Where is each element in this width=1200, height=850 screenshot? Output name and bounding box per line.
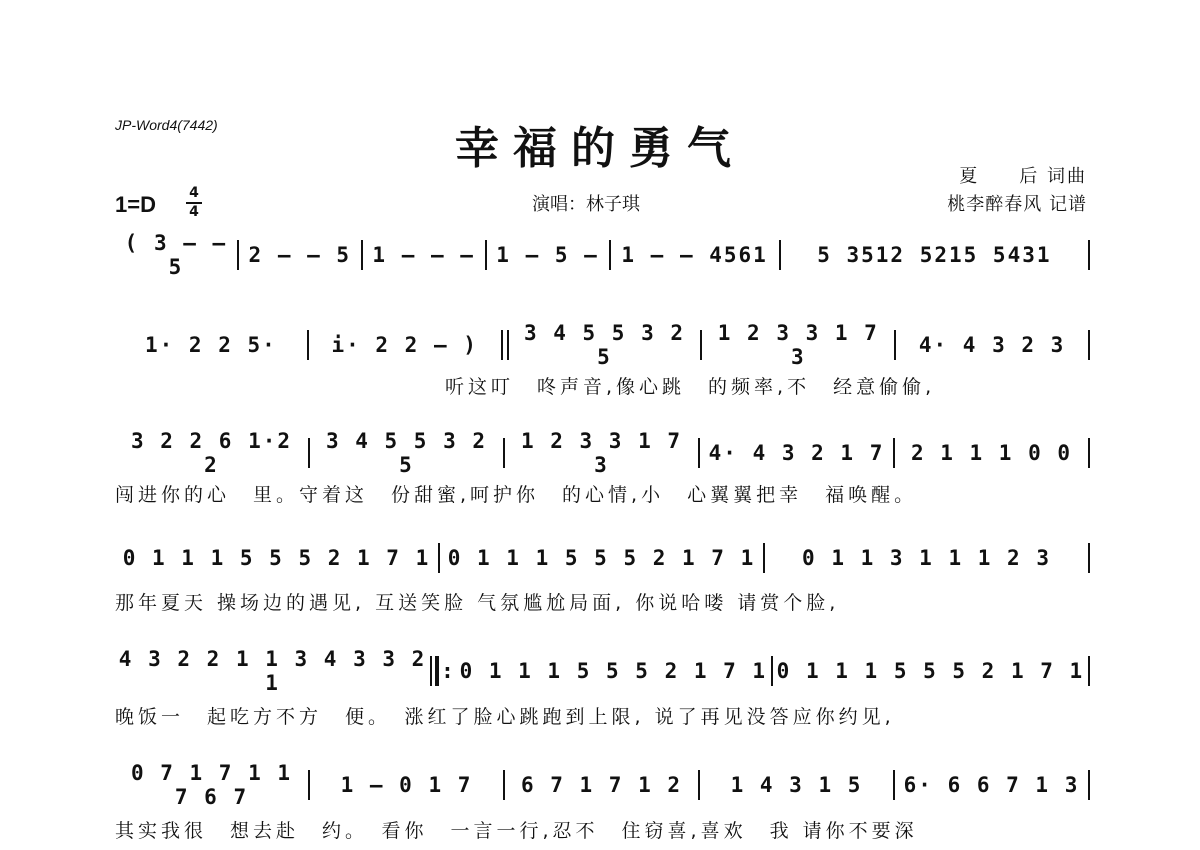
measure: 5 3512 5215 5431 — [817, 243, 1052, 267]
barline — [1088, 240, 1090, 270]
measure: 0 1 1 1 5 5 5 2 1 7 1 — [122, 546, 431, 570]
staff-row-6 — [115, 761, 1090, 814]
repeat-start-barline — [430, 656, 432, 686]
barline — [501, 330, 503, 360]
measure: 0 1 1 1 5 5 5 2 1 7 1 — [776, 659, 1085, 683]
measure: 6 7 1 7 1 2 — [520, 773, 683, 797]
notes-row-4 — [115, 543, 1090, 573]
measure: 6· 6 6 7 1 3 — [903, 773, 1080, 797]
measure: 3 4 5 5 3 2 5 — [325, 429, 488, 477]
barline — [1088, 656, 1090, 686]
measure: i· 2 2 – ) — [331, 333, 478, 357]
lyricist-composer-credit: 夏 后 词曲 — [959, 166, 1087, 187]
lyrics-row-6: 其实我很 想去赴 约。 看你 一言一行,忍不 住窃喜,喜欢 我 请你不要深 — [115, 820, 918, 842]
measure: 1 – – 4561 — [621, 243, 768, 267]
staff-row-2 — [115, 321, 1090, 374]
transcriber-credit: 桃李醉春风 记谱 — [947, 194, 1087, 215]
notes-row-2 — [115, 321, 1090, 369]
barline — [1088, 543, 1090, 573]
meter-top: 4 — [189, 185, 199, 201]
staff-row-3 — [115, 429, 1090, 482]
notes-row-3 — [115, 429, 1090, 477]
singer-credit: 演唱：林子琪 — [532, 194, 640, 215]
measure: 0 1 1 1 5 5 5 2 1 7 1 — [459, 659, 768, 683]
notes-row-5 — [115, 647, 1090, 695]
barline — [1088, 770, 1090, 800]
measure: 1 2 3 3 1 7 3 — [717, 321, 879, 369]
measure: 1 – 5 – — [496, 243, 599, 267]
lyrics-row-4: 那年夏天 操场边的遇见, 互送笑脸 气氛尴尬局面, 你说哈喽 请赏个脸, — [115, 592, 840, 614]
measure: ( 3 – – 5 — [124, 231, 228, 279]
measure: 3 2 2 6 1·2 2 — [130, 429, 293, 477]
measure: 0 7 1 7 1 1 7 6 7 — [130, 761, 293, 809]
measure: 1· 2 2 5· — [145, 333, 277, 357]
measure: 1 2 3 3 1 7 3 — [520, 429, 683, 477]
measure: 4· 4 3 2 1 7 — [708, 441, 885, 465]
staff-row-4 — [115, 543, 1090, 587]
barline — [1088, 330, 1090, 360]
measure: 2 – – 5 — [248, 243, 352, 267]
notes-row-6 — [115, 761, 1090, 809]
measure: 1 4 3 1 5 — [730, 773, 863, 797]
notes-row-1 — [115, 231, 1090, 279]
lyrics-row-5: 晚饭一 起吃方不方 便。 涨红了脸心跳跑到上限, 说了再见没答应你约见, — [115, 706, 895, 728]
staff-row-1 — [115, 231, 1090, 284]
meter-bottom: 4 — [189, 204, 199, 220]
lyrics-row-2: 听这叮 咚声音,像心跳 的频率,不 经意偷偷, — [445, 376, 936, 398]
time-signature — [186, 186, 202, 220]
measure: 4 3 2 2 1 1 3 4 3 3 2 1 — [118, 647, 427, 695]
measure: 1 – – – — [372, 243, 475, 267]
measure: 2 1 1 1 0 0 — [910, 441, 1073, 465]
measure: 3 4 5 5 3 2 5 — [523, 321, 686, 369]
measure: 0 1 1 3 1 1 1 2 3 — [802, 546, 1051, 570]
measure: 4· 4 3 2 3 — [918, 333, 1066, 357]
key-signature: 1=D — [115, 192, 156, 217]
repeat-dots: : — [441, 659, 454, 683]
lyrics-row-3: 闯进你的心 里。守着这 份甜蜜,呵护你 的心情,小 心翼翼把幸 福唤醒。 — [115, 484, 918, 506]
song-title: 幸福的勇气 — [455, 123, 745, 174]
measure: 0 1 1 1 5 5 5 2 1 7 1 — [447, 546, 756, 570]
barline — [1088, 438, 1090, 468]
software-label: JP-Word4(7442) — [115, 117, 218, 133]
measure: 1 – 0 1 7 — [340, 773, 473, 797]
staff-row-5 — [115, 647, 1090, 700]
